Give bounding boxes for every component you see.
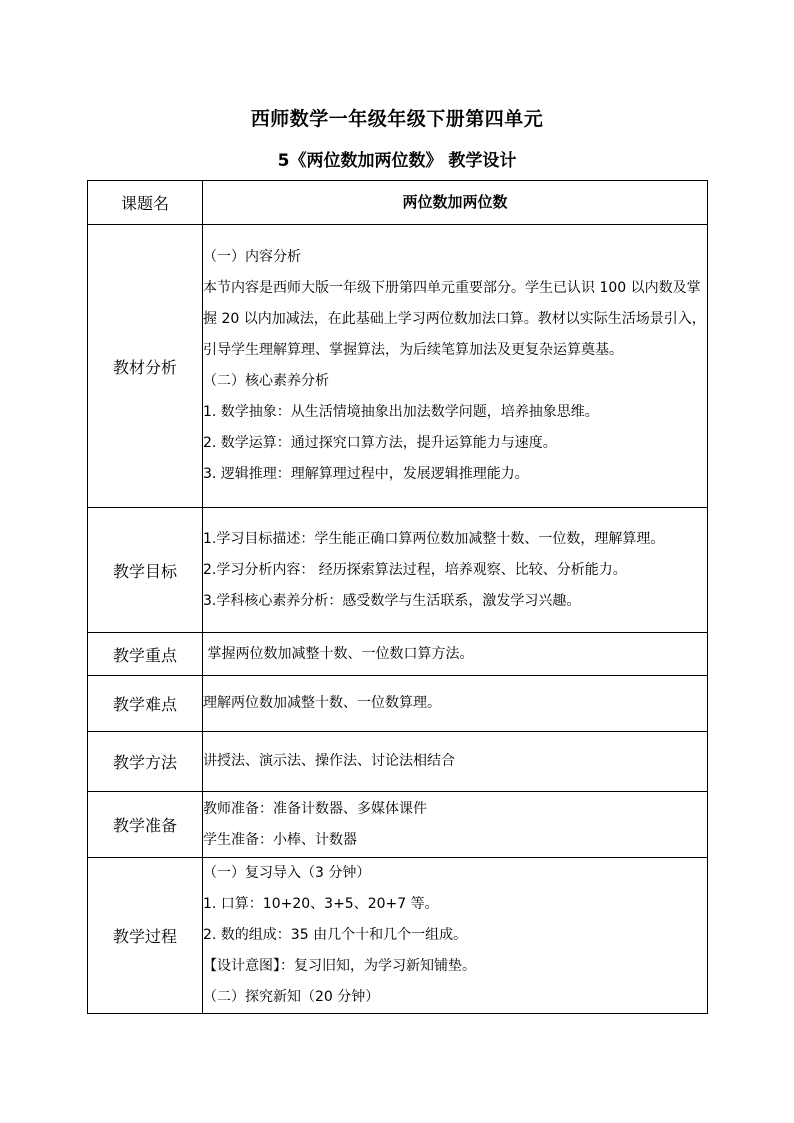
process-heading-review: （一）复习导入（3 分钟） — [203, 865, 371, 881]
table-row-goals — [88, 508, 708, 633]
analysis-content — [203, 225, 708, 508]
lesson-plan-table — [87, 180, 708, 1014]
analysis-heading-content: （一）内容分析 — [203, 249, 301, 265]
analysis-heading-literacy: （二）核心素养分析 — [203, 373, 329, 389]
table-row-topic — [88, 181, 708, 225]
preparation-student: 学生准备：小棒、计数器 — [203, 831, 357, 848]
table-row-analysis — [88, 225, 708, 508]
row-label-difficulties: 教学难点 — [88, 676, 203, 732]
goals-content — [203, 508, 708, 633]
process-item-2: 2. 数的组成：35 由几个十和几个一组成。 — [203, 927, 468, 943]
topic-value: 两位数加两位数 — [203, 181, 708, 225]
document-subtitle: 5《两位数加两位数》 教学设计 — [277, 151, 517, 171]
table-row-process — [88, 858, 708, 1014]
analysis-item-2: 2. 数学运算：通过探究口算方法，提升运算能力与速度。 — [203, 435, 557, 451]
process-content — [203, 858, 708, 1014]
process-design-intent: 【设计意图】：复习旧知，为学习新知铺垫。 — [203, 958, 476, 974]
row-label-process: 教学过程 — [88, 858, 203, 1014]
table-row-difficulties — [88, 676, 708, 732]
preparation-content — [203, 792, 708, 858]
goal-item-1: 1.学习目标描述：学生能正确口算两位数加减整十数、一位数，理解算理。 — [203, 530, 665, 547]
process-heading-explore: （二）探究新知（20 分钟） — [203, 989, 380, 1005]
row-label-analysis: 教材分析 — [88, 225, 203, 508]
row-label-preparation: 教学准备 — [88, 792, 203, 858]
analysis-item-1: 1. 数学抽象：从生活情境抽象出加法数学问题，培养抽象思维。 — [203, 404, 599, 420]
table-row-methods — [88, 732, 708, 792]
row-label-key-points: 教学重点 — [88, 633, 203, 676]
table-row-preparation — [88, 792, 708, 858]
methods-value: 讲授法、演示法、操作法、讨论法相结合 — [203, 732, 708, 792]
goal-item-3: 3.学科核心素养分析：感受数学与生活联系，激发学习兴趣。 — [203, 592, 581, 609]
analysis-paragraph: 本节内容是西师大版一年级下册第四单元重要部分。学生已认识 100 以内数及掌握 20 以内加减法，在此基础上学习两位数加法口算。教材以实际生活场景引入，引导学生理解算理、掌握算法，为后续笔算加法及更复杂运算奠基。 — [203, 280, 706, 358]
row-label-topic: 课题名 — [88, 181, 203, 225]
row-label-goals: 教学目标 — [88, 508, 203, 633]
difficulties-value: 理解两位数加减整十数、一位数算理。 — [203, 676, 708, 732]
table-row-key-points — [88, 633, 708, 676]
preparation-teacher: 教师准备：准备计数器、多媒体课件 — [203, 800, 427, 817]
analysis-item-3: 3. 逻辑推理：理解算理过程中，发展逻辑推理能力。 — [203, 466, 529, 482]
row-label-methods: 教学方法 — [88, 732, 203, 792]
goal-item-2: 2.学习分析内容： 经历探索算法过程，培养观察、比较、分析能力。 — [203, 561, 627, 578]
document-title: 西师数学一年级年级下册第四单元 — [250, 108, 544, 130]
process-item-1: 1. 口算：10+20、3+5、20+7 等。 — [203, 896, 439, 912]
key-points-value: 掌握两位数加减整十数、一位数口算方法。 — [203, 633, 708, 676]
